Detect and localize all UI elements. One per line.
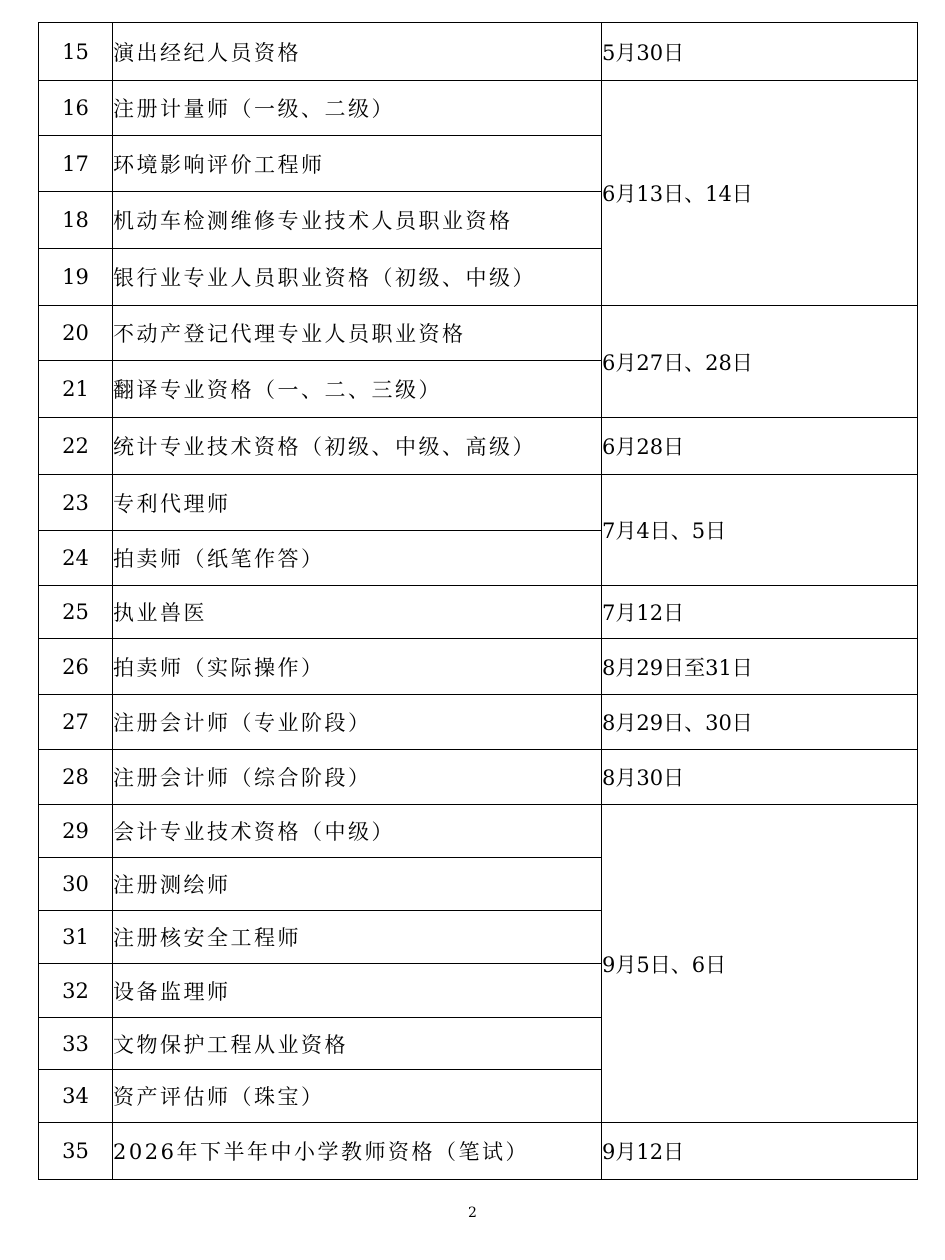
exam-name: 环境影响评价工程师 bbox=[113, 136, 602, 192]
exam-date: 7月4日、5日 bbox=[602, 475, 918, 586]
exam-name: 银行业专业人员职业资格（初级、中级） bbox=[113, 249, 602, 306]
exam-date: 9月5日、6日 bbox=[602, 805, 918, 1123]
table-row bbox=[39, 418, 918, 475]
row-number: 21 bbox=[39, 361, 113, 418]
exam-date: 6月13日、14日 bbox=[602, 81, 918, 306]
exam-date: 8月29日至31日 bbox=[602, 639, 918, 695]
exam-schedule-table bbox=[38, 22, 918, 1180]
table-row bbox=[39, 586, 918, 639]
row-number: 18 bbox=[39, 192, 113, 249]
row-number: 26 bbox=[39, 639, 113, 695]
table-row bbox=[39, 23, 918, 81]
exam-name: 演出经纪人员资格 bbox=[113, 23, 602, 81]
row-number: 16 bbox=[39, 81, 113, 136]
table-row bbox=[39, 306, 918, 361]
table-row bbox=[39, 695, 918, 750]
row-number: 30 bbox=[39, 858, 113, 911]
row-number: 29 bbox=[39, 805, 113, 858]
exam-name: 不动产登记代理专业人员职业资格 bbox=[113, 306, 602, 361]
exam-date: 7月12日 bbox=[602, 586, 918, 639]
table-row bbox=[39, 475, 918, 531]
row-number: 33 bbox=[39, 1018, 113, 1070]
table-row bbox=[39, 81, 918, 136]
exam-name: 注册测绘师 bbox=[113, 858, 602, 911]
page-number: 2 bbox=[468, 1205, 477, 1221]
row-number: 23 bbox=[39, 475, 113, 531]
exam-date: 9月12日 bbox=[602, 1123, 918, 1180]
exam-name: 机动车检测维修专业技术人员职业资格 bbox=[113, 192, 602, 249]
row-number: 25 bbox=[39, 586, 113, 639]
row-number: 28 bbox=[39, 750, 113, 805]
exam-name: 翻译专业资格（一、二、三级） bbox=[113, 361, 602, 418]
exam-date: 8月30日 bbox=[602, 750, 918, 805]
table-row bbox=[39, 750, 918, 805]
exam-name: 拍卖师（纸笔作答） bbox=[113, 531, 602, 586]
exam-name: 执业兽医 bbox=[113, 586, 602, 639]
row-number: 15 bbox=[39, 23, 113, 81]
exam-date: 8月29日、30日 bbox=[602, 695, 918, 750]
table-row bbox=[39, 639, 918, 695]
exam-name: 设备监理师 bbox=[113, 964, 602, 1018]
exam-name: 会计专业技术资格（中级） bbox=[113, 805, 602, 858]
exam-name: 统计专业技术资格（初级、中级、高级） bbox=[113, 418, 602, 475]
exam-name: 注册计量师（一级、二级） bbox=[113, 81, 602, 136]
exam-name: 文物保护工程从业资格 bbox=[113, 1018, 602, 1070]
exam-date: 6月27日、28日 bbox=[602, 306, 918, 418]
row-number: 17 bbox=[39, 136, 113, 192]
row-number: 20 bbox=[39, 306, 113, 361]
exam-date: 5月30日 bbox=[602, 23, 918, 81]
row-number: 22 bbox=[39, 418, 113, 475]
row-number: 24 bbox=[39, 531, 113, 586]
row-number: 34 bbox=[39, 1070, 113, 1123]
row-number: 27 bbox=[39, 695, 113, 750]
row-number: 31 bbox=[39, 911, 113, 964]
exam-date: 6月28日 bbox=[602, 418, 918, 475]
exam-name: 注册核安全工程师 bbox=[113, 911, 602, 964]
exam-name: 注册会计师（专业阶段） bbox=[113, 695, 602, 750]
row-number: 32 bbox=[39, 964, 113, 1018]
exam-name: 2026年下半年中小学教师资格（笔试） bbox=[113, 1123, 602, 1180]
exam-name: 专利代理师 bbox=[113, 475, 602, 531]
exam-name: 拍卖师（实际操作） bbox=[113, 639, 602, 695]
row-number: 19 bbox=[39, 249, 113, 306]
table-row bbox=[39, 805, 918, 858]
exam-name: 注册会计师（综合阶段） bbox=[113, 750, 602, 805]
row-number: 35 bbox=[39, 1123, 113, 1180]
table-row bbox=[39, 1123, 918, 1180]
exam-name: 资产评估师（珠宝） bbox=[113, 1070, 602, 1123]
